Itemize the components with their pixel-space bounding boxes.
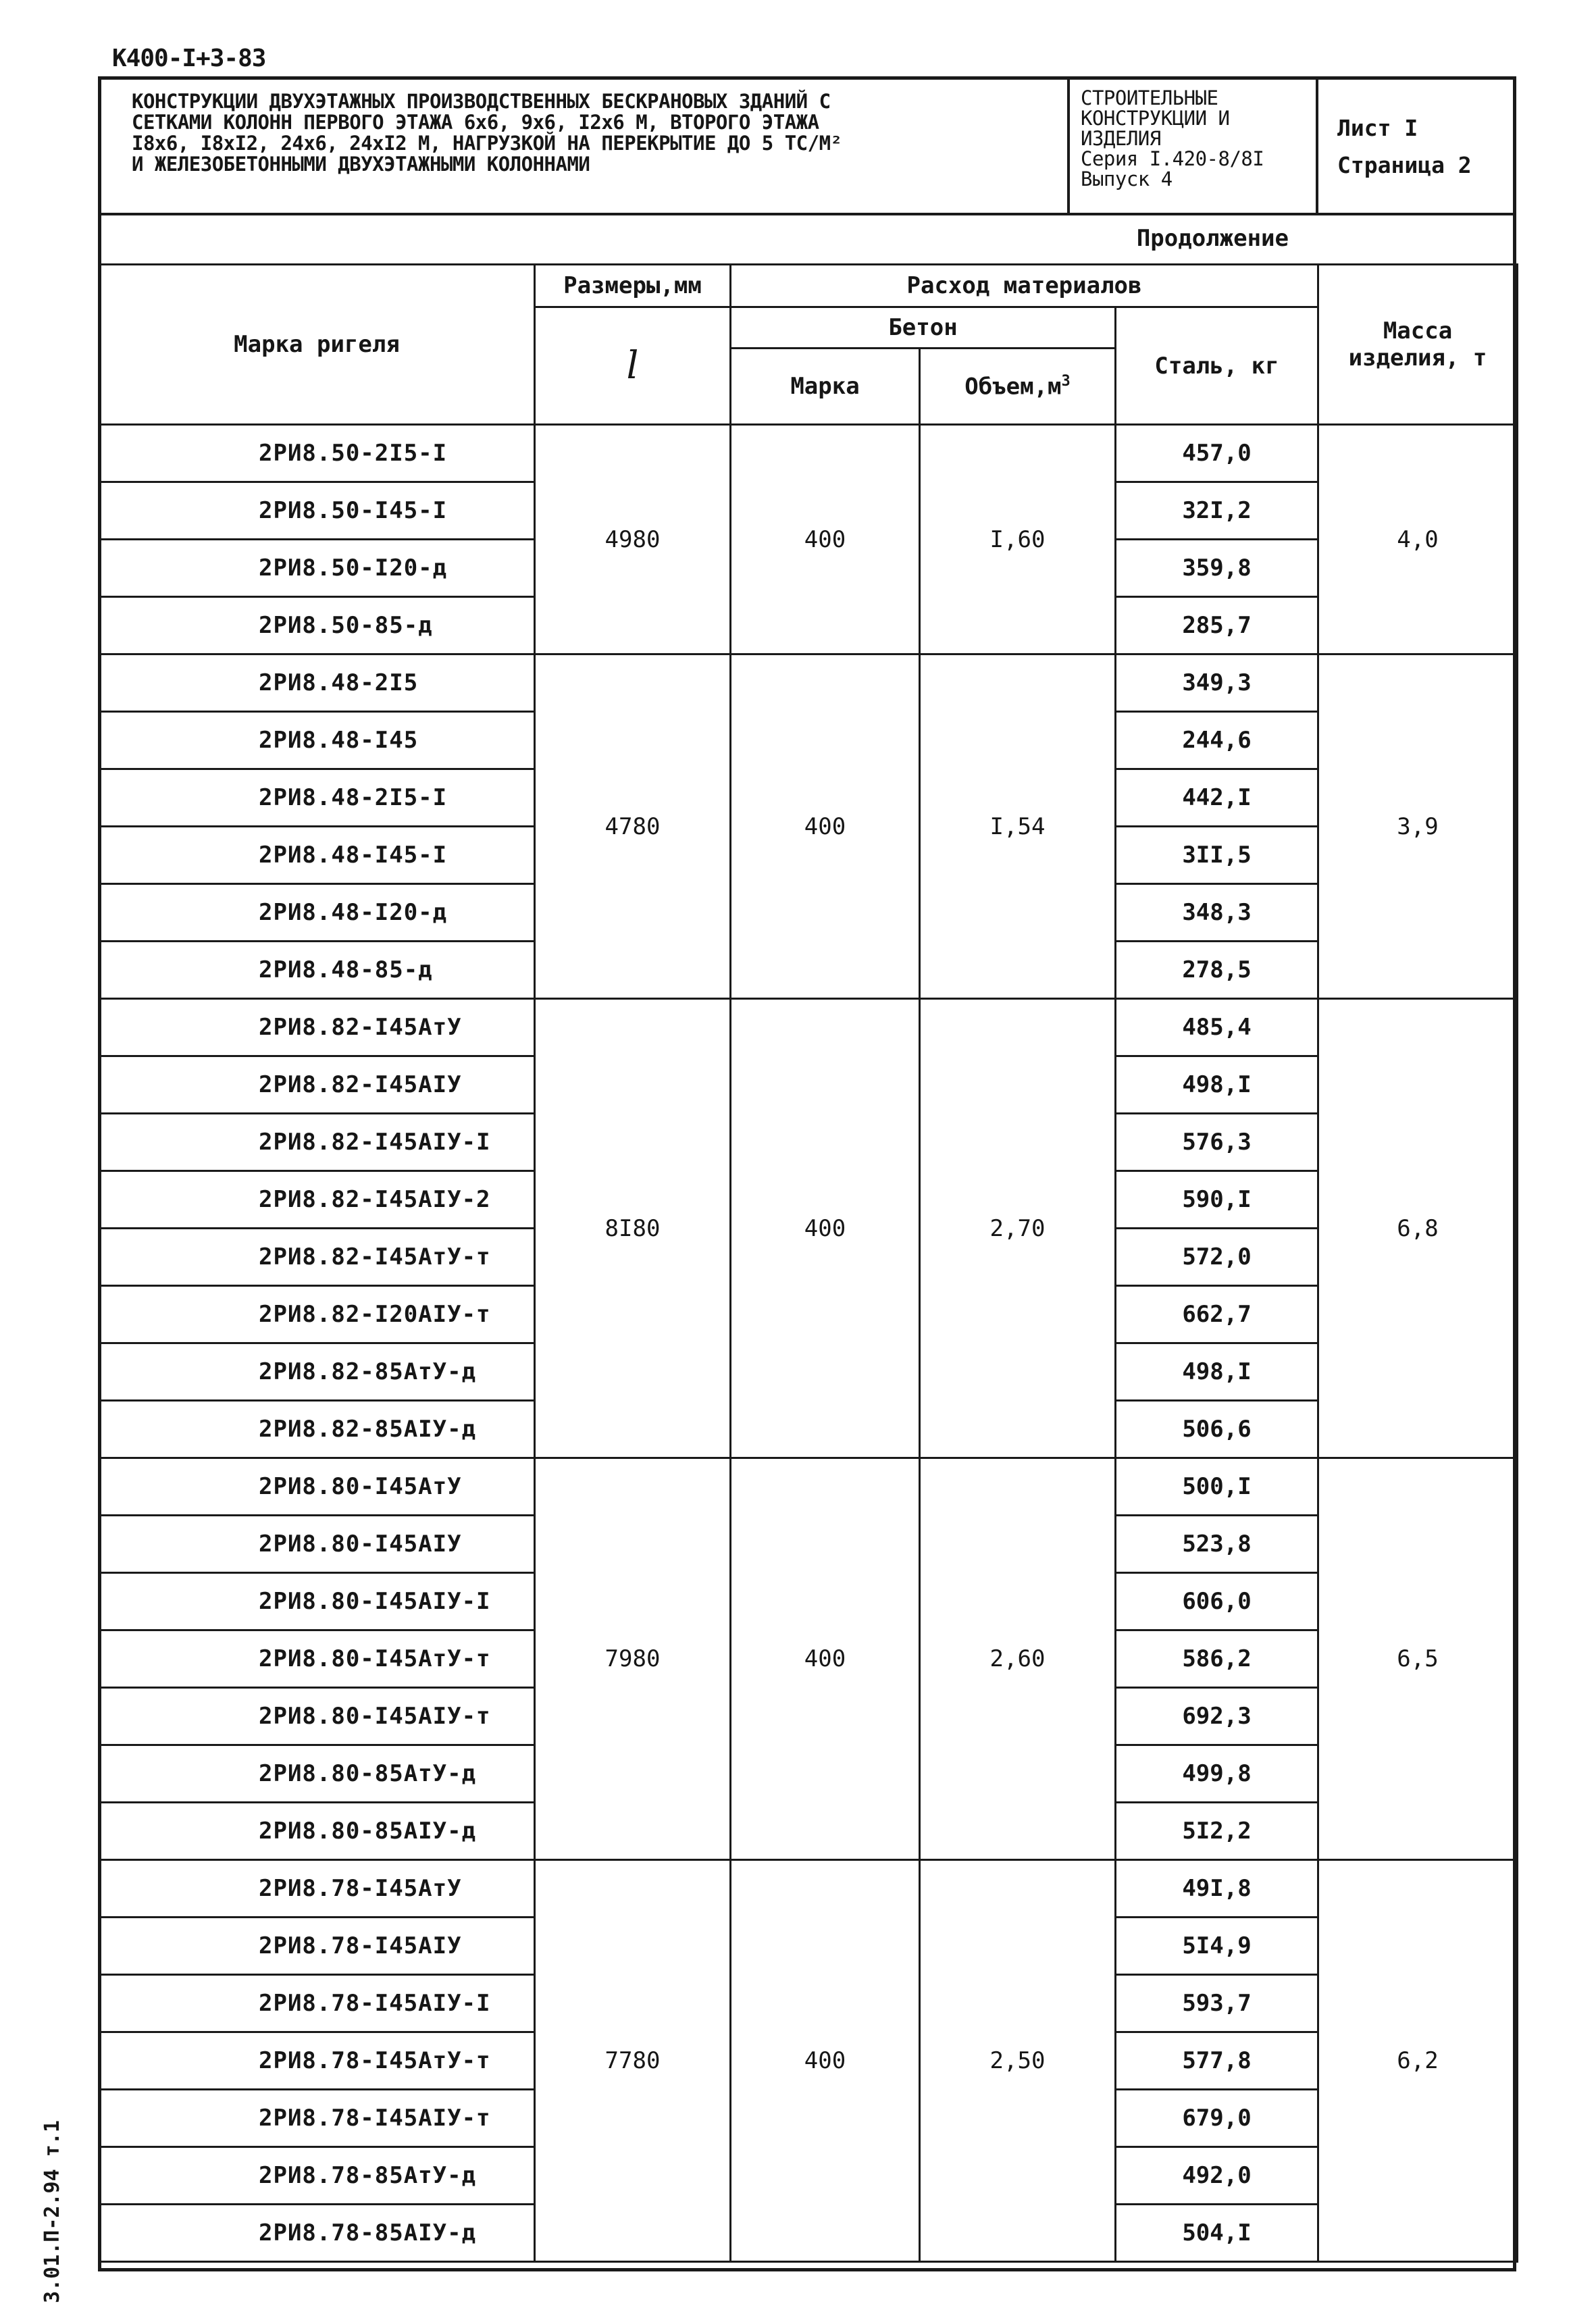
concrete-grade-cell: 400 bbox=[731, 1860, 920, 2262]
girder-mark-cell: 2РИ8.78-85АтУ-д bbox=[99, 2147, 535, 2205]
concrete-grade-cell: 400 bbox=[731, 654, 920, 999]
document-title bbox=[132, 91, 1057, 175]
continuation-label: Продолжение bbox=[1136, 225, 1289, 252]
girder-mark-cell: 2РИ8.80-I45АтУ bbox=[99, 1458, 535, 1516]
mass-cell: 6,8 bbox=[1318, 999, 1518, 1458]
header-concrete: Бетон bbox=[731, 307, 1116, 349]
title-line: И ЖЕЛЕЗОБЕТОННЫМИ ДВУХЭТАЖНЫМИ КОЛОННАМИ bbox=[132, 153, 590, 176]
girder-mark-cell: 2РИ8.80-I45АIУ bbox=[99, 1516, 535, 1573]
title-line: СЕТКАМИ КОЛОНН ПЕРВОГО ЭТАЖА 6х6, 9х6, I2х6 М, ВТОРОГО ЭТАЖА bbox=[132, 111, 819, 134]
table-row bbox=[99, 999, 1518, 1056]
header-concrete-grade: Марка bbox=[731, 349, 920, 425]
concrete-grade-cell: 400 bbox=[731, 1458, 920, 1860]
header-length bbox=[535, 307, 731, 425]
steel-cell: 492,0 bbox=[1116, 2147, 1318, 2205]
series-line: Выпуск 4 bbox=[1081, 168, 1173, 190]
girder-mark-cell: 2РИ8.50-85-д bbox=[99, 597, 535, 654]
series-info bbox=[1081, 88, 1314, 189]
steel-cell: 576,3 bbox=[1116, 1114, 1318, 1171]
steel-cell: 244,6 bbox=[1116, 712, 1318, 769]
steel-cell: 586,2 bbox=[1116, 1630, 1318, 1688]
concrete-grade-cell: 400 bbox=[731, 999, 920, 1458]
girder-spec-table bbox=[98, 263, 1518, 2263]
header-steel: Сталь, кг bbox=[1116, 307, 1318, 425]
girder-mark-cell: 2РИ8.50-2I5-I bbox=[99, 425, 535, 482]
girder-mark-cell: 2РИ8.48-85-д bbox=[99, 942, 535, 999]
mass-cell: 6,2 bbox=[1318, 1860, 1518, 2262]
concrete-volume-cell: 2,60 bbox=[920, 1458, 1116, 1860]
length-cell: 4980 bbox=[535, 425, 731, 654]
table-row bbox=[99, 654, 1518, 712]
girder-mark-cell: 2РИ8.80-85АIУ-д bbox=[99, 1803, 535, 1860]
mass-cell: 4,0 bbox=[1318, 425, 1518, 654]
girder-mark-cell: 2РИ8.80-I45АтУ-т bbox=[99, 1630, 535, 1688]
girder-mark-cell: 2РИ8.78-85АIУ-д bbox=[99, 2205, 535, 2262]
title-block-divider-2 bbox=[1316, 76, 1318, 214]
concrete-volume-cell: 2,50 bbox=[920, 1860, 1116, 2262]
girder-mark-cell: 2РИ8.82-I45АIУ-I bbox=[99, 1114, 535, 1171]
header-mass: Масса изделия, т bbox=[1318, 265, 1518, 425]
girder-mark-cell: 2РИ8.50-I20-д bbox=[99, 540, 535, 597]
girder-mark-cell: 2РИ8.48-I45-I bbox=[99, 827, 535, 884]
series-line: СТРОИТЕЛЬНЫЕ bbox=[1081, 86, 1218, 109]
table-row bbox=[99, 1860, 1518, 1918]
spec-table-body bbox=[99, 425, 1518, 2262]
steel-cell: 593,7 bbox=[1116, 1975, 1318, 2032]
steel-cell: 457,0 bbox=[1116, 425, 1318, 482]
girder-mark-cell: 2РИ8.78-I45АтУ-т bbox=[99, 2032, 535, 2090]
steel-cell: 692,3 bbox=[1116, 1688, 1318, 1745]
side-archive-code: 3.01.П-2.94 т.1 bbox=[41, 2120, 64, 2303]
length-cell: 7980 bbox=[535, 1458, 731, 1860]
girder-mark-cell: 2РИ8.78-I45АтУ bbox=[99, 1860, 535, 1918]
steel-cell: 679,0 bbox=[1116, 2090, 1318, 2147]
girder-mark-cell: 2РИ8.48-2I5 bbox=[99, 654, 535, 712]
title-line: I8х6, I8хI2, 24х6, 24хI2 М, НАГРУЗКОЙ НА ПЕРЕКРЫТИЕ ДО 5 ТС/М² bbox=[132, 132, 842, 155]
steel-cell: 32I,2 bbox=[1116, 482, 1318, 540]
series-line: ИЗДЕЛИЯ bbox=[1081, 127, 1161, 150]
title-block-divider-1 bbox=[1067, 76, 1070, 214]
steel-cell: 523,8 bbox=[1116, 1516, 1318, 1573]
girder-mark-cell: 2РИ8.48-2I5-I bbox=[99, 769, 535, 827]
volume-label: Объем,м bbox=[964, 373, 1062, 401]
document-code: К400-I+3-83 bbox=[112, 45, 266, 72]
girder-mark-cell: 2РИ8.78-I45АIУ bbox=[99, 1918, 535, 1975]
series-line: КОНСТРУКЦИИ И bbox=[1081, 107, 1230, 130]
sheet-info bbox=[1337, 109, 1506, 184]
steel-cell: 359,8 bbox=[1116, 540, 1318, 597]
length-cell: 8I80 bbox=[535, 999, 731, 1458]
concrete-grade-cell: 400 bbox=[731, 425, 920, 654]
steel-cell: 662,7 bbox=[1116, 1286, 1318, 1343]
steel-cell: 572,0 bbox=[1116, 1229, 1318, 1286]
steel-cell: 499,8 bbox=[1116, 1745, 1318, 1803]
series-line: Серия I.420-8/8I bbox=[1081, 147, 1264, 170]
girder-mark-cell: 2РИ8.80-I45АIУ-т bbox=[99, 1688, 535, 1745]
steel-cell: 504,I bbox=[1116, 2205, 1318, 2262]
steel-cell: 442,I bbox=[1116, 769, 1318, 827]
girder-mark-cell: 2РИ8.48-I45 bbox=[99, 712, 535, 769]
header-sizes: Размеры,мм bbox=[535, 265, 731, 307]
steel-cell: 498,I bbox=[1116, 1343, 1318, 1401]
length-cell: 7780 bbox=[535, 1860, 731, 2262]
girder-mark-cell: 2РИ8.82-I20АIУ-т bbox=[99, 1286, 535, 1343]
steel-cell: 577,8 bbox=[1116, 2032, 1318, 2090]
header-girder-mark: Марка ригеля bbox=[99, 265, 535, 425]
steel-cell: 485,4 bbox=[1116, 999, 1318, 1056]
girder-mark-cell: 2РИ8.82-85АтУ-д bbox=[99, 1343, 535, 1401]
header-materials: Расход материалов bbox=[731, 265, 1318, 307]
concrete-volume-cell: 2,70 bbox=[920, 999, 1116, 1458]
table-row bbox=[99, 425, 1518, 482]
girder-mark-cell: 2РИ8.82-I45АтУ-т bbox=[99, 1229, 535, 1286]
steel-cell: 500,I bbox=[1116, 1458, 1318, 1516]
girder-mark-cell: 2РИ8.78-I45АIУ-т bbox=[99, 2090, 535, 2147]
steel-cell: 498,I bbox=[1116, 1056, 1318, 1114]
steel-cell: 5I2,2 bbox=[1116, 1803, 1318, 1860]
steel-cell: 5I4,9 bbox=[1116, 1918, 1318, 1975]
page-number: Страница 2 bbox=[1337, 152, 1472, 178]
girder-mark-cell: 2РИ8.78-I45АIУ-I bbox=[99, 1975, 535, 2032]
girder-mark-cell: 2РИ8.82-I45АтУ bbox=[99, 999, 535, 1056]
steel-cell: 3II,5 bbox=[1116, 827, 1318, 884]
length-symbol: l bbox=[626, 344, 639, 388]
mass-cell: 6,5 bbox=[1318, 1458, 1518, 1860]
girder-mark-cell: 2РИ8.80-85АтУ-д bbox=[99, 1745, 535, 1803]
steel-cell: 506,6 bbox=[1116, 1401, 1318, 1458]
sheet-number: Лист I bbox=[1337, 115, 1418, 141]
steel-cell: 590,I bbox=[1116, 1171, 1318, 1229]
girder-mark-cell: 2РИ8.82-I45АIУ bbox=[99, 1056, 535, 1114]
table-row bbox=[99, 1458, 1518, 1516]
length-cell: 4780 bbox=[535, 654, 731, 999]
girder-mark-cell: 2РИ8.82-85АIУ-д bbox=[99, 1401, 535, 1458]
concrete-volume-cell: I,60 bbox=[920, 425, 1116, 654]
steel-cell: 278,5 bbox=[1116, 942, 1318, 999]
steel-cell: 285,7 bbox=[1116, 597, 1318, 654]
concrete-volume-cell: I,54 bbox=[920, 654, 1116, 999]
steel-cell: 606,0 bbox=[1116, 1573, 1318, 1630]
header-volume bbox=[920, 349, 1116, 425]
volume-unit-sup: 3 bbox=[1061, 372, 1071, 390]
girder-mark-cell: 2РИ8.50-I45-I bbox=[99, 482, 535, 540]
mass-cell: 3,9 bbox=[1318, 654, 1518, 999]
steel-cell: 348,3 bbox=[1116, 884, 1318, 942]
title-line: КОНСТРУКЦИИ ДВУХЭТАЖНЫХ ПРОИЗВОДСТВЕННЫХ БЕСКРАНОВЫХ ЗДАНИЙ С bbox=[132, 90, 831, 113]
steel-cell: 49I,8 bbox=[1116, 1860, 1318, 1918]
girder-mark-cell: 2РИ8.82-I45АIУ-2 bbox=[99, 1171, 535, 1229]
girder-mark-cell: 2РИ8.48-I20-д bbox=[99, 884, 535, 942]
title-block-bottom-rule bbox=[98, 213, 1516, 215]
steel-cell: 349,3 bbox=[1116, 654, 1318, 712]
girder-mark-cell: 2РИ8.80-I45АIУ-I bbox=[99, 1573, 535, 1630]
